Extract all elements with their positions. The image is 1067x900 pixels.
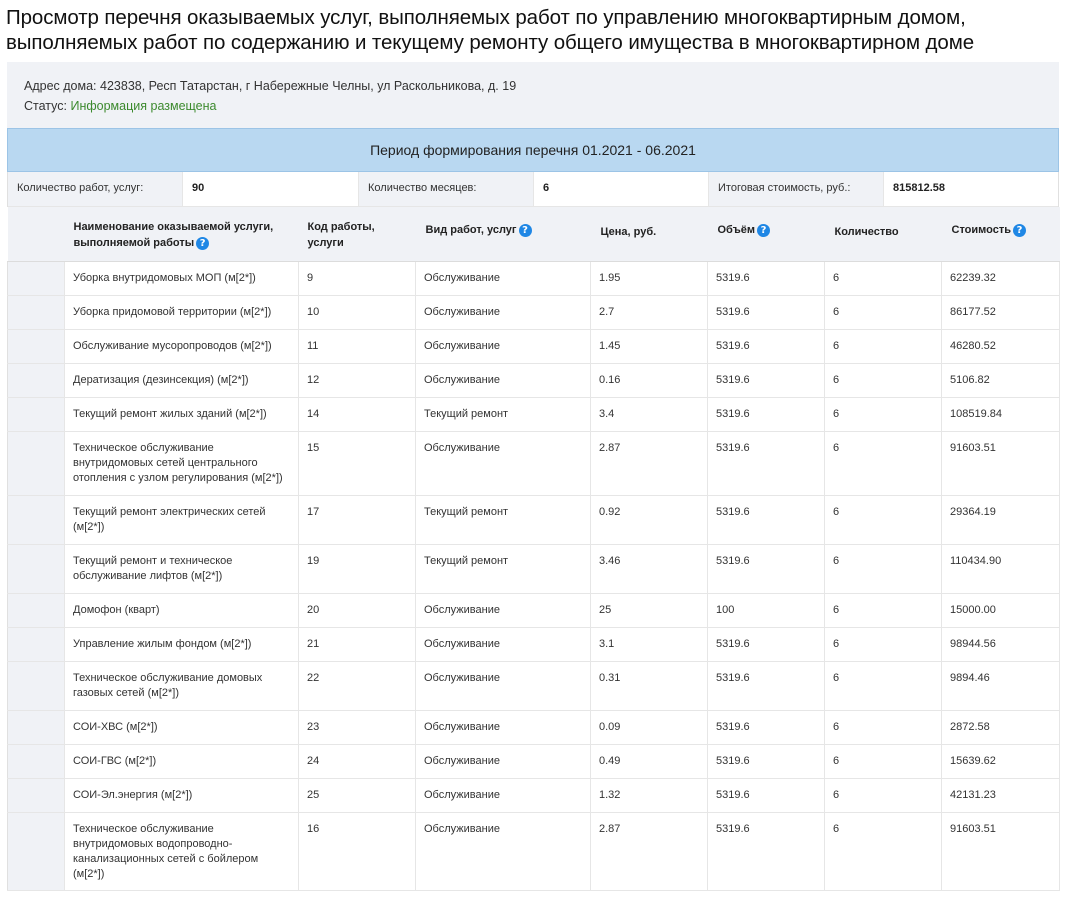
cell-code: 23 (299, 710, 416, 744)
house-info-panel (7, 62, 1059, 128)
row-spacer (8, 778, 65, 812)
cell-name: Домофон (кварт) (65, 593, 299, 627)
cell-cost: 91603.51 (942, 812, 1060, 890)
cell-cost: 91603.51 (942, 431, 1060, 495)
cell-cost: 86177.52 (942, 295, 1060, 329)
row-spacer (8, 363, 65, 397)
cell-type: Обслуживание (416, 710, 591, 744)
header-cost (942, 207, 1060, 261)
cell-volume: 5319.6 (708, 710, 825, 744)
cell-quantity: 6 (825, 661, 942, 710)
table-header-row (8, 207, 1060, 261)
cell-price: 25 (591, 593, 708, 627)
cell-cost: 98944.56 (942, 627, 1060, 661)
cell-code: 16 (299, 812, 416, 890)
cell-name: Техническое обслуживание внутридомовых водопроводно-канализационных сетей с бойлером (м[2*]) (65, 812, 299, 890)
address-row (24, 76, 1059, 96)
cell-quantity: 6 (825, 495, 942, 544)
header-quantity (825, 207, 942, 261)
cell-type: Обслуживание (416, 431, 591, 495)
cell-volume: 5319.6 (708, 627, 825, 661)
cell-type: Обслуживание (416, 593, 591, 627)
cell-cost: 46280.52 (942, 329, 1060, 363)
table-body (8, 261, 1060, 890)
cell-price: 1.32 (591, 778, 708, 812)
header-cost-text: Стоимость (951, 224, 1012, 236)
cell-cost: 42131.23 (942, 778, 1060, 812)
cell-price: 0.09 (591, 710, 708, 744)
header-name-text: Наименование оказываемой услуги, выполняемой работы (73, 221, 274, 249)
cell-type: Обслуживание (416, 261, 591, 295)
cell-volume: 5319.6 (708, 431, 825, 495)
cell-type: Обслуживание (416, 661, 591, 710)
cell-type: Обслуживание (416, 744, 591, 778)
cell-quantity: 6 (825, 812, 942, 890)
cell-cost: 15000.00 (942, 593, 1060, 627)
cell-price: 3.4 (591, 397, 708, 431)
months-label: Количество месяцев: (359, 172, 534, 207)
cell-volume: 5319.6 (708, 812, 825, 890)
total-cost-value: 815812.58 (884, 172, 1058, 207)
table-row (8, 661, 1060, 710)
address-label: Адрес дома: (24, 79, 97, 93)
cell-quantity: 6 (825, 329, 942, 363)
cell-name: Техническое обслуживание внутридомовых сетей центрального отопления с узлом регулирования (м[2*]) (65, 431, 299, 495)
cell-code: 15 (299, 431, 416, 495)
cell-quantity: 6 (825, 778, 942, 812)
cell-quantity: 6 (825, 397, 942, 431)
row-spacer (8, 710, 65, 744)
help-icon[interactable]: ? (757, 224, 770, 237)
table-row (8, 778, 1060, 812)
cell-quantity: 6 (825, 544, 942, 593)
cell-price: 3.46 (591, 544, 708, 593)
summary-row (7, 172, 1059, 207)
cell-code: 9 (299, 261, 416, 295)
table-row (8, 329, 1060, 363)
cell-price: 0.16 (591, 363, 708, 397)
cell-price: 2.87 (591, 431, 708, 495)
table-row (8, 295, 1060, 329)
cell-volume: 5319.6 (708, 778, 825, 812)
table-row (8, 261, 1060, 295)
row-spacer (8, 397, 65, 431)
cell-volume: 5319.6 (708, 661, 825, 710)
cell-volume: 100 (708, 593, 825, 627)
cell-cost: 108519.84 (942, 397, 1060, 431)
cell-price: 0.31 (591, 661, 708, 710)
cell-name: Обслуживание мусоропроводов (м[2*]) (65, 329, 299, 363)
status-label: Статус: (24, 99, 67, 113)
period-bar: Период формирования перечня 01.2021 - 06.2021 (7, 128, 1059, 172)
cell-price: 1.95 (591, 261, 708, 295)
cell-code: 25 (299, 778, 416, 812)
table-row (8, 593, 1060, 627)
table-row (8, 627, 1060, 661)
months-value: 6 (534, 172, 709, 207)
cell-cost: 5106.82 (942, 363, 1060, 397)
cell-type: Обслуживание (416, 778, 591, 812)
cell-volume: 5319.6 (708, 744, 825, 778)
table-row (8, 431, 1060, 495)
cell-cost: 110434.90 (942, 544, 1060, 593)
total-cost-label: Итоговая стоимость, руб.: (709, 172, 884, 207)
cell-volume: 5319.6 (708, 495, 825, 544)
cell-price: 1.45 (591, 329, 708, 363)
header-price (591, 207, 708, 261)
cell-quantity: 6 (825, 627, 942, 661)
header-code (299, 207, 416, 261)
header-type-text: Вид работ, услуг (425, 224, 517, 236)
cell-volume: 5319.6 (708, 544, 825, 593)
cell-code: 11 (299, 329, 416, 363)
cell-quantity: 6 (825, 431, 942, 495)
table-row (8, 363, 1060, 397)
works-count-label: Количество работ, услуг: (8, 172, 183, 207)
cell-code: 24 (299, 744, 416, 778)
row-spacer (8, 329, 65, 363)
row-spacer (8, 431, 65, 495)
cell-cost: 62239.32 (942, 261, 1060, 295)
cell-price: 2.7 (591, 295, 708, 329)
cell-price: 2.87 (591, 812, 708, 890)
header-spacer (8, 207, 65, 261)
row-spacer (8, 295, 65, 329)
cell-type: Обслуживание (416, 812, 591, 890)
table-row (8, 744, 1060, 778)
address-value: 423838, Респ Татарстан, г Набережные Челны, ул Раскольникова, д. 19 (100, 79, 517, 93)
cell-quantity: 6 (825, 710, 942, 744)
row-spacer (8, 627, 65, 661)
cell-volume: 5319.6 (708, 329, 825, 363)
cell-name: СОИ-ХВС (м[2*]) (65, 710, 299, 744)
table-row (8, 495, 1060, 544)
cell-quantity: 6 (825, 295, 942, 329)
cell-code: 21 (299, 627, 416, 661)
row-spacer (8, 544, 65, 593)
header-volume (708, 207, 825, 261)
cell-type: Текущий ремонт (416, 495, 591, 544)
cell-type: Текущий ремонт (416, 397, 591, 431)
cell-type: Обслуживание (416, 329, 591, 363)
cell-quantity: 6 (825, 363, 942, 397)
row-spacer (8, 495, 65, 544)
cell-price: 0.92 (591, 495, 708, 544)
cell-type: Текущий ремонт (416, 544, 591, 593)
help-icon[interactable]: ? (196, 237, 209, 250)
cell-name: СОИ-ГВС (м[2*]) (65, 744, 299, 778)
row-spacer (8, 261, 65, 295)
table-row (8, 397, 1060, 431)
help-icon[interactable]: ? (519, 224, 532, 237)
cell-name: Уборка придомовой территории (м[2*]) (65, 295, 299, 329)
works-count-value: 90 (183, 172, 359, 207)
cell-price: 3.1 (591, 627, 708, 661)
cell-name: Уборка внутридомовых МОП (м[2*]) (65, 261, 299, 295)
table-row (8, 710, 1060, 744)
cell-name: Техническое обслуживание домовых газовых сетей (м[2*]) (65, 661, 299, 710)
cell-name: Управление жилым фондом (м[2*]) (65, 627, 299, 661)
table-row (8, 544, 1060, 593)
cell-code: 14 (299, 397, 416, 431)
cell-cost: 15639.62 (942, 744, 1060, 778)
cell-type: Обслуживание (416, 295, 591, 329)
cell-cost: 9894.46 (942, 661, 1060, 710)
services-table (7, 207, 1060, 891)
header-type (416, 207, 591, 261)
page-title: Просмотр перечня оказываемых услуг, выполняемых работ по управлению многоквартирным домом, выполняемых работ по содержанию и текущему ремонту общего имущества в многоквартирном доме (6, 6, 974, 54)
cell-volume: 5319.6 (708, 363, 825, 397)
header-price-text: Цена, руб. (600, 226, 657, 238)
cell-volume: 5319.6 (708, 261, 825, 295)
cell-quantity: 6 (825, 593, 942, 627)
cell-code: 17 (299, 495, 416, 544)
cell-volume: 5319.6 (708, 295, 825, 329)
table-row (8, 812, 1060, 890)
help-icon[interactable]: ? (1013, 224, 1026, 237)
cell-code: 12 (299, 363, 416, 397)
cell-cost: 29364.19 (942, 495, 1060, 544)
cell-name: СОИ-Эл.энергия (м[2*]) (65, 778, 299, 812)
cell-name: Текущий ремонт и техническое обслуживание лифтов (м[2*]) (65, 544, 299, 593)
row-spacer (8, 661, 65, 710)
cell-code: 10 (299, 295, 416, 329)
cell-volume: 5319.6 (708, 397, 825, 431)
header-name (65, 207, 299, 261)
row-spacer (8, 744, 65, 778)
cell-cost: 2872.58 (942, 710, 1060, 744)
cell-code: 22 (299, 661, 416, 710)
header-code-text: Код работы, услуги (307, 221, 375, 249)
cell-quantity: 6 (825, 261, 942, 295)
cell-name: Текущий ремонт жилых зданий (м[2*]) (65, 397, 299, 431)
cell-code: 19 (299, 544, 416, 593)
cell-code: 20 (299, 593, 416, 627)
row-spacer (8, 812, 65, 890)
cell-price: 0.49 (591, 744, 708, 778)
header-volume-text: Объём (717, 224, 755, 236)
header-quantity-text: Количество (834, 226, 899, 238)
status-value: Информация размещена (70, 99, 217, 113)
row-spacer (8, 593, 65, 627)
cell-name: Дератизация (дезинсекция) (м[2*]) (65, 363, 299, 397)
status-row (24, 96, 1059, 116)
cell-type: Обслуживание (416, 363, 591, 397)
cell-type: Обслуживание (416, 627, 591, 661)
cell-name: Текущий ремонт электрических сетей (м[2*]) (65, 495, 299, 544)
cell-quantity: 6 (825, 744, 942, 778)
